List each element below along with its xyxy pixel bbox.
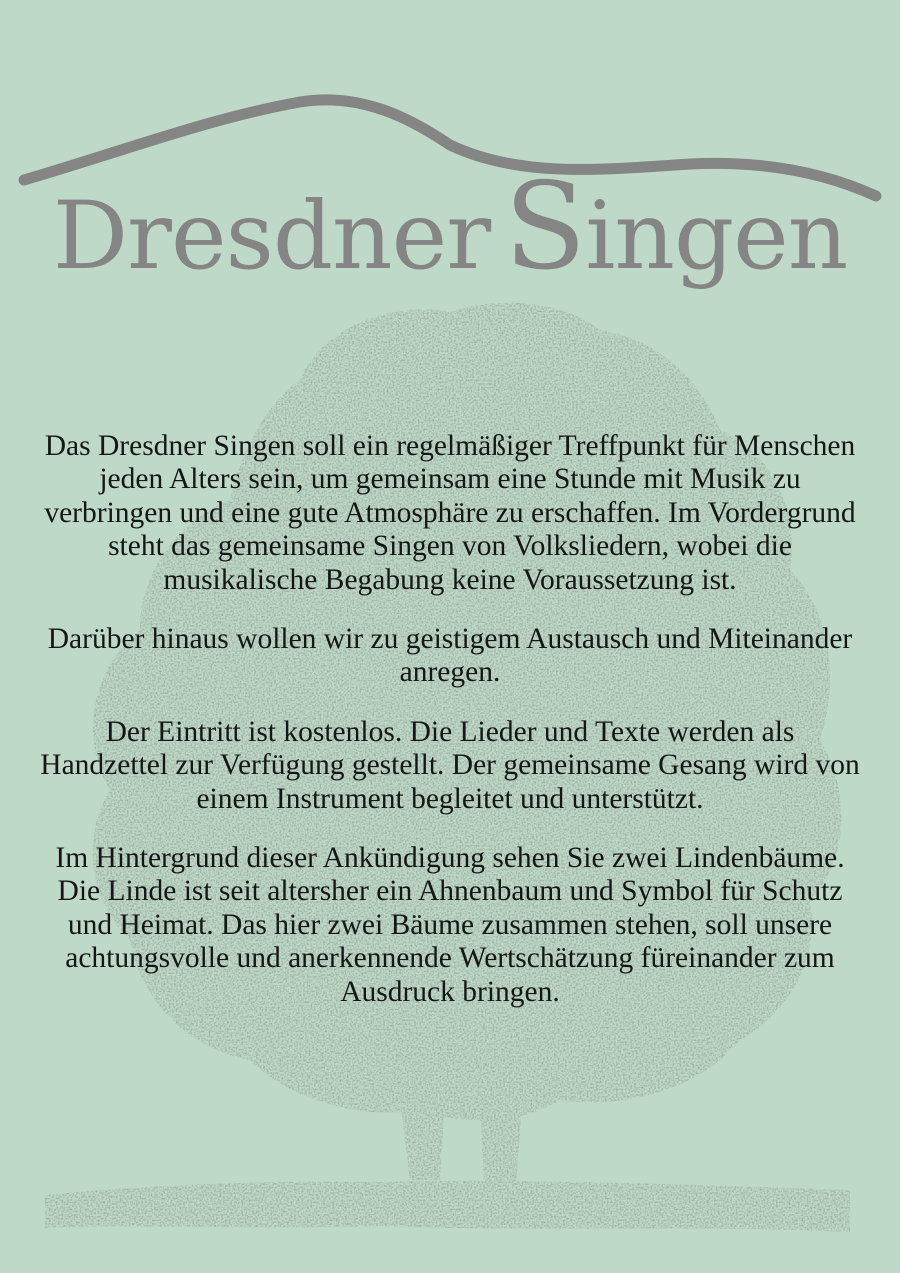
title-word-ingen: ingen: [585, 182, 848, 291]
announcement-text: [40, 430, 860, 1035]
title-word-dresdner: Dresdner: [52, 182, 491, 291]
paragraph-intro: Das Dresdner Singen soll ein regelmäßiger Treffpunkt für Menschen jeden Alters sein, um gemeinsam eine Stunde mit Musik zu verbringen und eine gute Atmosphäre zu erschaffen. Im Vordergrund steht das gemeinsame Singen von Volksliedern, wobei die musikalische Begabung keine Voraussetzung ist.: [44, 430, 856, 596]
paragraph-linden-trees: Im Hintergrund dieser Ankündigung sehen Sie zwei Lindenbäume. Die Linde ist seit altersher ein Ahnenbaum und Symbol für Schutz und Heimat. Das hier zwei Bäume zusammen stehen, soll unsere achtungsvolle und anerkennende Wertschätzung füreinander zum Ausdruck bringen.: [55, 842, 845, 1008]
paragraph-exchange: Darüber hinaus wollen wir zu geistigem Austausch und Miteinander anregen.: [47, 623, 853, 689]
title-initial-s: S: [504, 158, 586, 297]
page-title: [0, 158, 900, 297]
paragraph-admission: Der Eintritt ist kostenlos. Die Lieder und Texte werden als Handzettel zur Verfügung gestellt. Der gemeinsame Gesang wird von einem Instrument begleitet und unterstützt.: [40, 715, 860, 815]
